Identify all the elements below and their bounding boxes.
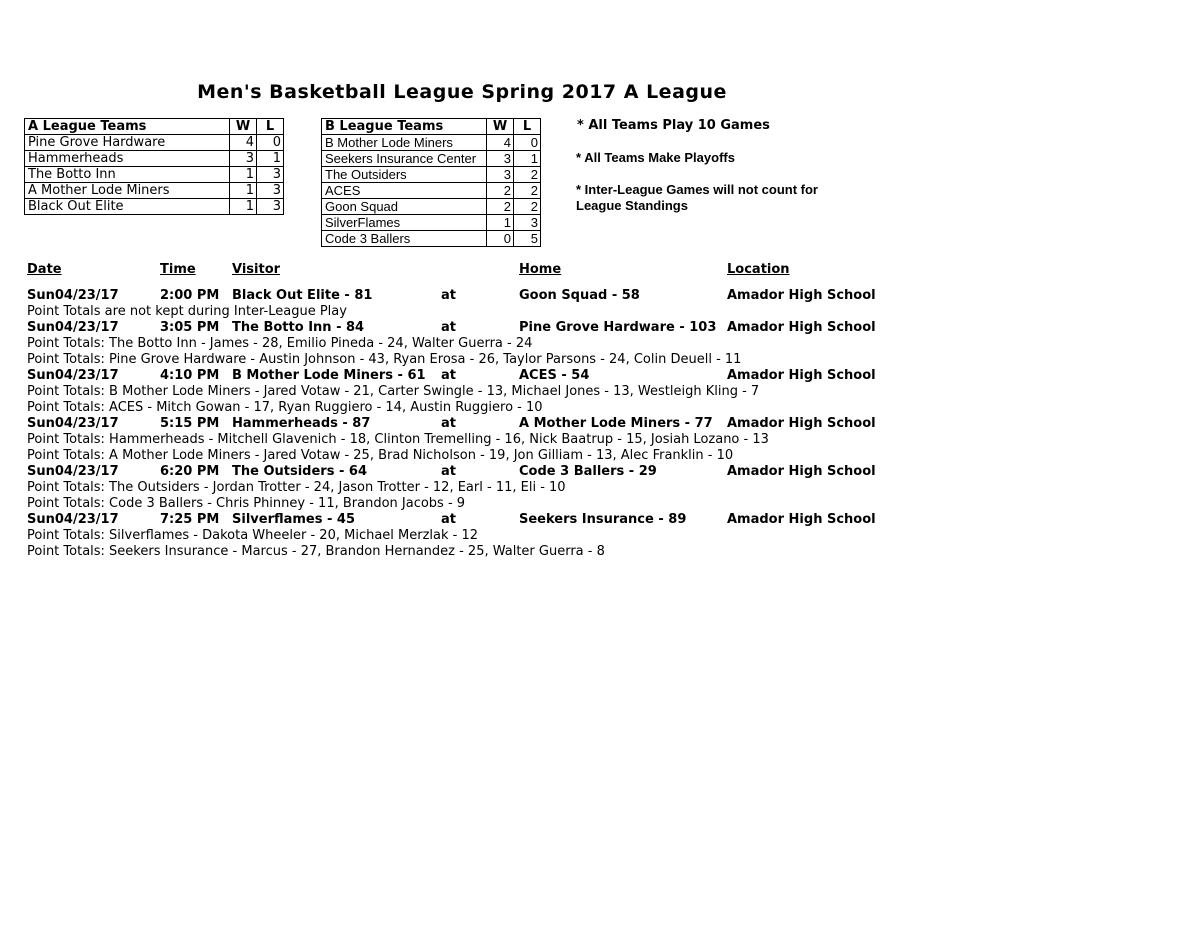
b-league-header-losses: L (514, 119, 541, 135)
table-row (25, 167, 284, 183)
team-wins: 0 (487, 231, 514, 247)
b-league-standings-table (321, 118, 541, 247)
table-row (322, 167, 541, 183)
team-name: The Outsiders (322, 167, 487, 183)
game-row (0, 512, 1200, 528)
team-wins: 2 (487, 199, 514, 215)
game-visitor: B Mother Lode Miners - 61 (232, 368, 426, 383)
game-time: 4:10 PM (160, 368, 220, 383)
team-name: ACES (322, 183, 487, 199)
team-wins: 4 (230, 135, 257, 151)
game-row (0, 288, 1200, 304)
game-location: Amador High School (727, 464, 876, 479)
game-at: at (441, 368, 456, 383)
game-at: at (441, 512, 456, 527)
game-visitor: Black Out Elite - 81 (232, 288, 373, 303)
column-header-location: Location (727, 262, 790, 277)
point-totals-line: Point Totals: ACES - Mitch Gowan - 17, Ryan Ruggiero - 14, Austin Ruggiero - 10 (27, 400, 543, 415)
table-row (25, 151, 284, 167)
table-row (25, 199, 284, 215)
team-wins: 3 (487, 151, 514, 167)
game-location: Amador High School (727, 416, 876, 431)
column-header-time: Time (160, 262, 196, 277)
table-header-row (25, 119, 284, 135)
game-row (0, 320, 1200, 336)
team-losses: 5 (514, 231, 541, 247)
team-losses: 0 (257, 135, 284, 151)
table-row (25, 135, 284, 151)
a-league-header-wins: W (230, 119, 257, 135)
table-row (322, 151, 541, 167)
page-title: Men's Basketball League Spring 2017 A League (197, 81, 727, 103)
game-location: Amador High School (727, 288, 876, 303)
game-home: Seekers Insurance - 89 (519, 512, 687, 527)
point-totals-line: Point Totals: The Botto Inn - James - 28, Emilio Pineda - 24, Walter Guerra - 24 (27, 336, 533, 351)
game-time: 2:00 PM (160, 288, 220, 303)
table-row (322, 231, 541, 247)
team-name: A Mother Lode Miners (25, 183, 230, 199)
point-totals-line: Point Totals: B Mother Lode Miners - Jared Votaw - 21, Carter Swingle - 13, Michael Jones - 13, Westleigh Kling - 7 (27, 384, 760, 399)
team-name: SilverFlames (322, 215, 487, 231)
table-row (25, 183, 284, 199)
point-totals-line: Point Totals: A Mother Lode Miners - Jared Votaw - 25, Brad Nicholson - 19, Jon Gilliam - 13, Alec Franklin - 10 (27, 448, 734, 463)
point-totals-line: Point Totals are not kept during Inter-League Play (27, 304, 347, 319)
column-header-visitor: Visitor (232, 262, 281, 277)
note-interleague-line-2: League Standings (576, 198, 688, 213)
team-name: Pine Grove Hardware (25, 135, 230, 151)
point-totals-line: Point Totals: Pine Grove Hardware - Austin Johnson - 43, Ryan Erosa - 26, Taylor Parsons - 24, Colin Deuell - 11 (27, 352, 742, 367)
team-name: Black Out Elite (25, 199, 230, 215)
point-totals-line: Point Totals: Code 3 Ballers - Chris Phinney - 11, Brandon Jacobs - 9 (27, 496, 466, 511)
game-home: Code 3 Ballers - 29 (519, 464, 657, 479)
game-date: Sun04/23/17 (27, 288, 119, 303)
table-row (322, 183, 541, 199)
team-losses: 2 (514, 167, 541, 183)
game-row (0, 464, 1200, 480)
team-wins: 1 (487, 215, 514, 231)
game-home: Pine Grove Hardware - 103 (519, 320, 717, 335)
team-wins: 3 (230, 151, 257, 167)
game-location: Amador High School (727, 512, 876, 527)
team-name: Seekers Insurance Center (322, 151, 487, 167)
a-league-header-team: A League Teams (25, 119, 230, 135)
b-league-header-wins: W (487, 119, 514, 135)
team-wins: 1 (230, 167, 257, 183)
team-name: The Botto Inn (25, 167, 230, 183)
table-row (322, 135, 541, 151)
game-date: Sun04/23/17 (27, 416, 119, 431)
game-date: Sun04/23/17 (27, 368, 119, 383)
game-visitor: The Outsiders - 64 (232, 464, 367, 479)
game-time: 6:20 PM (160, 464, 220, 479)
game-at: at (441, 288, 456, 303)
team-wins: 3 (487, 167, 514, 183)
game-visitor: Silverflames - 45 (232, 512, 356, 527)
point-totals-line: Point Totals: Hammerheads - Mitchell Glavenich - 18, Clinton Tremelling - 16, Nick Baatrup - 15, Josiah Lozano - 13 (27, 432, 769, 447)
team-wins: 2 (487, 183, 514, 199)
game-row (0, 368, 1200, 384)
team-wins: 4 (487, 135, 514, 151)
team-losses: 3 (257, 183, 284, 199)
team-name: Goon Squad (322, 199, 487, 215)
note-interleague-line-1: * Inter-League Games will not count for (576, 182, 818, 197)
game-date: Sun04/23/17 (27, 512, 119, 527)
team-losses: 2 (514, 199, 541, 215)
game-date: Sun04/23/17 (27, 320, 119, 335)
team-losses: 2 (514, 183, 541, 199)
point-totals-line: Point Totals: The Outsiders - Jordan Trotter - 24, Jason Trotter - 12, Earl - 11, Eli - 10 (27, 480, 566, 495)
game-visitor: The Botto Inn - 84 (232, 320, 365, 335)
table-row (322, 199, 541, 215)
table-row (322, 215, 541, 231)
note-play-10-games: * All Teams Play 10 Games (577, 118, 770, 133)
game-at: at (441, 416, 456, 431)
team-name: Code 3 Ballers (322, 231, 487, 247)
game-home: Goon Squad - 58 (519, 288, 640, 303)
team-wins: 1 (230, 199, 257, 215)
game-at: at (441, 320, 456, 335)
point-totals-line: Point Totals: Seekers Insurance - Marcus - 27, Brandon Hernandez - 25, Walter Guerra - 8 (27, 544, 605, 559)
game-home: ACES - 54 (519, 368, 590, 383)
note-playoffs: * All Teams Make Playoffs (576, 150, 735, 165)
team-wins: 1 (230, 183, 257, 199)
game-at: at (441, 464, 456, 479)
game-date: Sun04/23/17 (27, 464, 119, 479)
team-losses: 3 (257, 167, 284, 183)
game-location: Amador High School (727, 320, 876, 335)
team-losses: 3 (257, 199, 284, 215)
team-losses: 0 (514, 135, 541, 151)
a-league-header-losses: L (257, 119, 284, 135)
game-time: 3:05 PM (160, 320, 220, 335)
column-header-date: Date (27, 262, 62, 277)
team-losses: 1 (514, 151, 541, 167)
game-time: 5:15 PM (160, 416, 220, 431)
b-league-header-team: B League Teams (322, 119, 487, 135)
team-name: Hammerheads (25, 151, 230, 167)
game-location: Amador High School (727, 368, 876, 383)
a-league-standings-table (24, 118, 284, 215)
team-losses: 3 (514, 215, 541, 231)
team-name: B Mother Lode Miners (322, 135, 487, 151)
game-row (0, 416, 1200, 432)
table-header-row (322, 119, 541, 135)
game-visitor: Hammerheads - 87 (232, 416, 371, 431)
game-home: A Mother Lode Miners - 77 (519, 416, 713, 431)
game-time: 7:25 PM (160, 512, 220, 527)
point-totals-line: Point Totals: Silverflames - Dakota Wheeler - 20, Michael Merzlak - 12 (27, 528, 479, 543)
team-losses: 1 (257, 151, 284, 167)
column-header-home: Home (519, 262, 562, 277)
